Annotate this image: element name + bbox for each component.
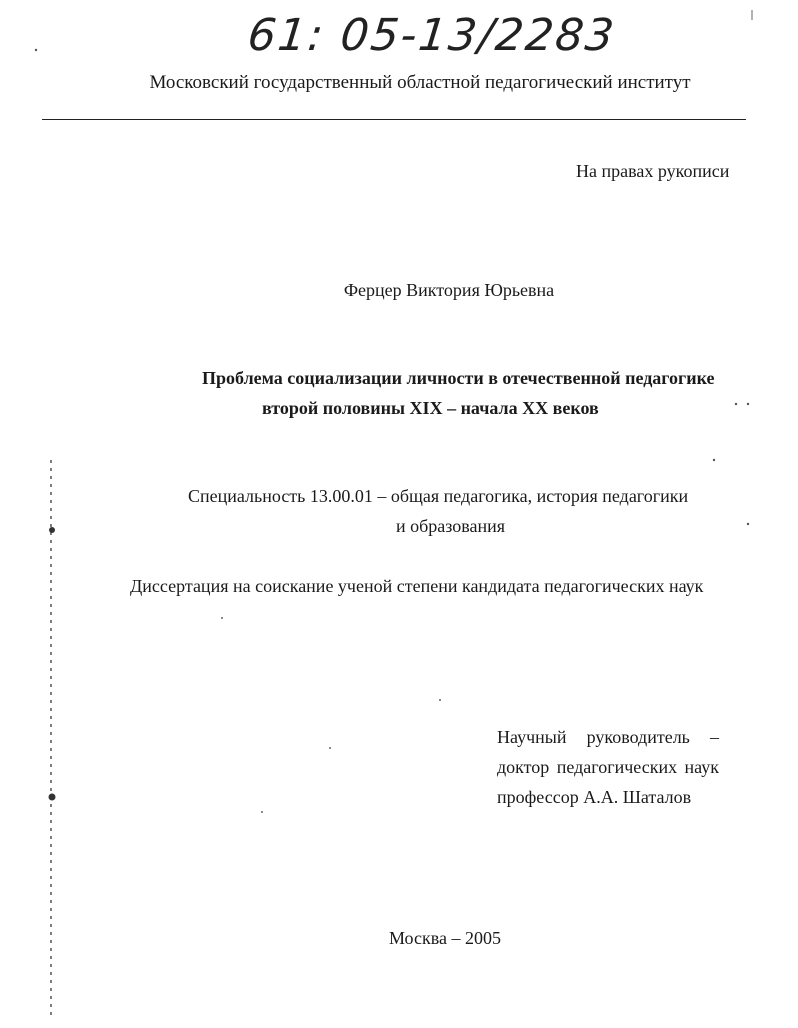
institute-name: Московский государственный областной педагогический институт <box>149 72 691 93</box>
city-year: Москва – 2005 <box>389 928 501 948</box>
thesis-title-line-1: Проблема социализации личности в отечественной педагогике <box>202 368 715 388</box>
supervisor-degree: доктор педагогических наук <box>497 757 719 777</box>
degree-statement: Диссертация на соискание ученой степени кандидата педагогических наук <box>130 576 704 596</box>
specialty-line-2: и образования <box>396 516 506 536</box>
supervisor-name: профессор А.А. Шаталов <box>497 787 692 807</box>
specialty-line-1: Специальность 13.00.01 – общая педагогика, история педагогики <box>188 486 689 506</box>
supervisor-role: Научный руководитель – <box>497 727 719 747</box>
manuscript-rights-note: На правах рукописи <box>576 161 730 181</box>
archive-stamp-number: 61: 05-13/2283 <box>245 10 619 61</box>
author-name: Ферцер Виктория Юрьевна <box>343 280 555 300</box>
hole-punch-mark <box>49 794 56 801</box>
thesis-title-line-2: второй половины XIX – начала XX веков <box>262 398 599 418</box>
hole-punch-mark <box>49 527 55 533</box>
